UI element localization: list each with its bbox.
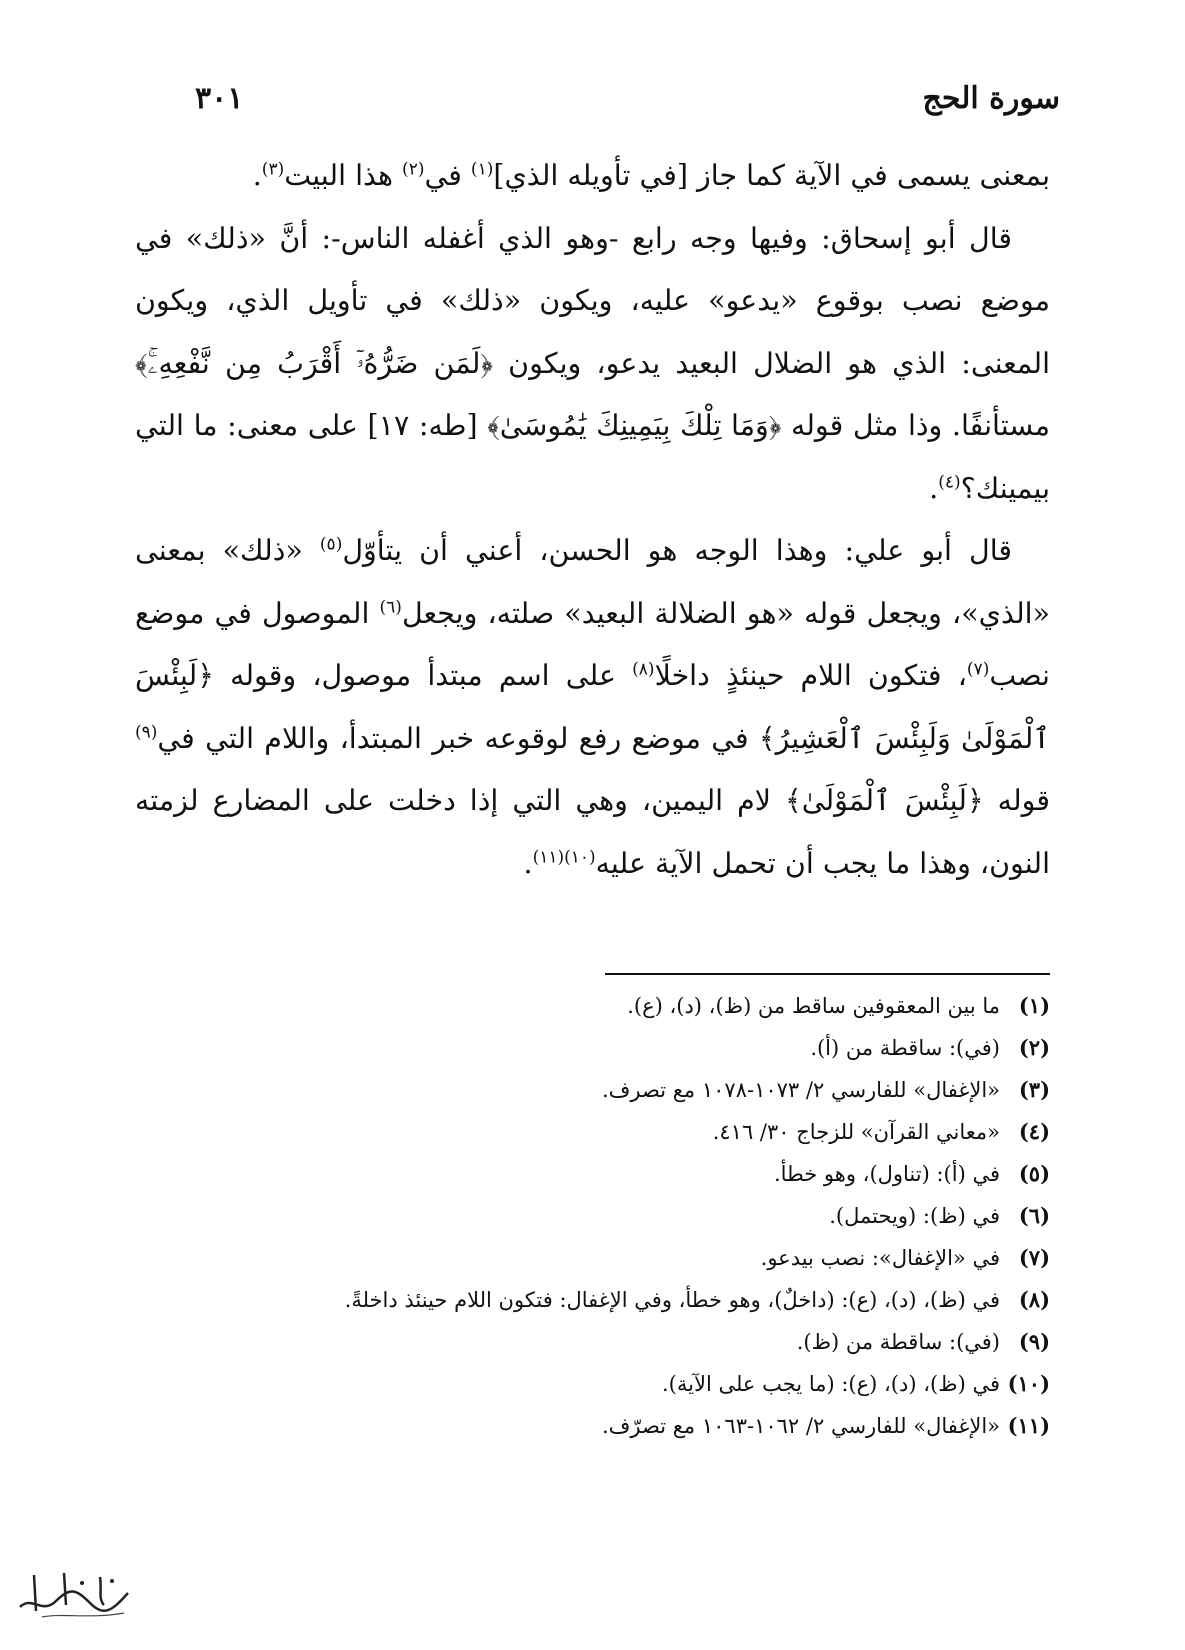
footnote-text: «معاني القرآن» للزجاج ٣٠/ ٤١٦. [712, 1120, 1000, 1144]
quran-verse: ﴿وَمَا تِلْكَ بِيَمِينِكَ يَٰمُوسَىٰ﴾ [487, 409, 782, 442]
page-number: ٣٠١ [195, 80, 244, 116]
footnote-number: (٤) [1018, 1119, 1050, 1144]
calligraphy-logo-icon [12, 1555, 137, 1627]
footnote-item [135, 985, 1050, 1027]
footnote-item [135, 1363, 1050, 1405]
footnote-text: في (ظ)، (د)، (ع): (ما يجب على الآية). [662, 1372, 1000, 1396]
footnote-number: (٢) [1018, 1035, 1050, 1060]
running-head [195, 78, 1060, 118]
footnote-ref: (٤) [938, 472, 961, 492]
footnote-text: «الإغفال» للفارسي ٢/ ١٠٧٣-١٠٧٨ مع تصرف. [601, 1078, 1000, 1102]
footnote-ref: (١٠)(١١) [532, 847, 596, 867]
footnote-number: (٣) [1018, 1077, 1050, 1102]
text-run: الموصول في موضع نصب [135, 596, 1050, 692]
footnote-number: (١٠) [1007, 1371, 1050, 1396]
footnote-ref: (٨) [632, 659, 655, 680]
footnote-item [135, 1027, 1050, 1069]
text-run: هذا البيت [284, 159, 403, 192]
text-run: «ذلك» بمعنى «الذي»، ويجعل قوله «هو الضلالة البعيد» صلته، ويجعل [135, 534, 1050, 630]
footnotes [135, 985, 1050, 1447]
text-run: بمعنى يسمى في الآية كما جاز [687, 159, 1050, 192]
footnote-ref: (٦) [379, 597, 402, 617]
footnote-item [135, 1195, 1050, 1237]
footnote-ref: (٥) [319, 534, 343, 555]
text-run: لام اليمين، وهي التي إذا دخلت على المضارع لزمته النون، وهذا ما يجب أن تحمل الآية عليه [135, 784, 1050, 880]
text-run: مستأنفًا. وذا مثل قوله [781, 409, 1050, 442]
footnote-text: (في): ساقطة من (ظ). [796, 1330, 1000, 1354]
text-run: قال أبو إسحاق: وفيها وجه رابع -وهو الذي أغفله الناس-: أنَّ «ذلك» في موضع نصب بوقوع «يدعو» عليه، ويكون «ذلك» في تأويل الذي، ويكون المعنى: الذي هو الضلال البعيد يدعو، ويكون [135, 221, 1050, 380]
text-run: ، فتكون اللام حينئذٍ داخلًا [654, 659, 967, 692]
footnote-text: في (ظ)، (د)، (ع): (داخلٌ)، وهو خطأ، وفي الإغفال: فتكون اللام حينئذ داخلةً. [344, 1288, 1000, 1312]
footnote-item [135, 1111, 1050, 1153]
footnote-number: (٧) [1018, 1245, 1050, 1270]
text-run: قال أبو علي: وهذا الوجه هو الحسن، أعني أن يتأوّل [342, 534, 1012, 567]
text-run: . [523, 846, 533, 880]
text-run: . [252, 159, 262, 192]
footnote-separator [605, 973, 1050, 975]
footnote-item [135, 1237, 1050, 1279]
footnote-item [135, 1321, 1050, 1363]
text-run: في [424, 159, 471, 192]
quran-verse: ﴿لَبِئْسَ ٱلْمَوْلَىٰ وَلَبِئْسَ ٱلْعَشِيرُ﴾ [135, 659, 1051, 755]
footnote-ref: (٢) [402, 159, 425, 180]
footnote-ref: (١) [470, 159, 494, 180]
footnote-item [135, 1069, 1050, 1111]
footnote-number: (١) [1018, 993, 1050, 1018]
paragraph-2 [135, 208, 1050, 521]
watermark-logo [12, 1555, 137, 1627]
quran-verse: ﴿لَمَن ضَرُّهُۥٓ أَقْرَبُ مِن نَّفْعِهِۦۚ﴾ [135, 346, 494, 380]
footnote-text: في «الإغفال»: نصب بيدعو. [760, 1246, 1000, 1270]
footnote-item [135, 1405, 1050, 1447]
footnote-text: في (ظ): (ويحتمل). [829, 1204, 1000, 1228]
footnote-ref: (٣) [261, 159, 285, 180]
footnote-item [135, 1279, 1050, 1321]
text-run: [طه: ١٧] على معنى: ما التي بيمينك؟ [135, 409, 1050, 505]
footnote-number: (٩) [1018, 1329, 1050, 1354]
chapter-title: سورة الحج [922, 80, 1060, 116]
text-run: في موضع رفع لوقوعه خبر المبتدأ، واللام التي في [157, 721, 759, 755]
footnote-number: (٦) [1018, 1203, 1050, 1228]
footnote-item [135, 1153, 1050, 1195]
footnote-text: «الإغفال» للفارسي ٢/ ١٠٦٢-١٠٦٣ مع تصرّف. [601, 1414, 1000, 1438]
quran-verse: ﴿لَبِئْسَ ٱلْمَوْلَىٰ﴾ [785, 784, 984, 817]
text-run: [في تأويله الذي] [493, 159, 688, 192]
text-run: على اسم مبتدأ موصول، وقوله [213, 659, 633, 692]
paragraph-1 [135, 145, 1050, 208]
text-run: قوله [983, 784, 1050, 817]
footnote-text: في (أ): (تناول)، وهو خطأ. [773, 1162, 1000, 1186]
footnote-ref: (٩) [135, 722, 158, 742]
main-text [135, 145, 1050, 895]
footnote-number: (٥) [1018, 1161, 1050, 1186]
footnote-number: (١١) [1007, 1413, 1050, 1438]
footnote-text: ما بين المعقوفين ساقط من (ظ)، (د)، (ع). [627, 994, 1000, 1018]
footnote-ref: (٧) [966, 659, 990, 680]
footnote-text: (في): ساقطة من (أ). [810, 1036, 1000, 1060]
text-run: . [929, 471, 939, 505]
footnote-number: (٨) [1018, 1287, 1050, 1312]
paragraph-3 [135, 520, 1050, 895]
